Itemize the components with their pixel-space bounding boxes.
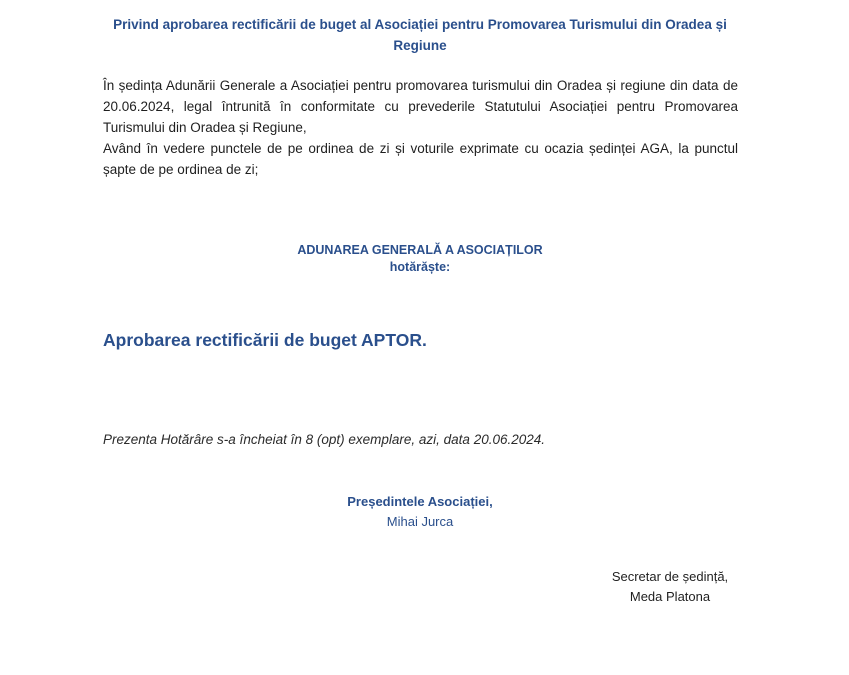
preamble-paragraph-votes: Având în vedere punctele de pe ordinea de zi și voturile exprimate cu ocazia ședinței AGA, la punctul șapte de pe ordinea de zi; xyxy=(103,141,738,177)
document-title: Privind aprobarea rectificării de buget al Asociației pentru Promovarea Turismului din Oradea și Regiune xyxy=(113,17,727,53)
president-signature-block xyxy=(300,492,540,532)
closing-statement: Prezenta Hotărâre s-a încheiat în 8 (opt) exemplare, azi, data 20.06.2024. xyxy=(103,432,546,447)
preamble-paragraph-meeting: În ședința Adunării Generale a Asociației pentru promovarea turismului din Oradea și regiune din data de 20.06.2024, legal întrunită în conformitate cu prevederile Statutului Asociației pentru Promovarea Turismului din Oradea și Regiune, xyxy=(103,78,738,135)
secretary-name: Meda Platona xyxy=(629,589,711,604)
preamble xyxy=(103,75,738,180)
president-name: Mihai Jurca xyxy=(386,514,454,529)
secretary-signature-block xyxy=(590,567,750,607)
assembly-subheading: hotărăște: xyxy=(389,260,451,274)
assembly-heading: ADUNAREA GENERALĂ A ASOCIAȚILOR xyxy=(297,243,543,257)
secretary-role: Secretar de ședință, xyxy=(611,569,729,584)
assembly-resolution-heading xyxy=(100,242,740,276)
president-role: Președintele Asociației, xyxy=(347,494,493,509)
decision-text: Aprobarea rectificării de buget APTOR. xyxy=(103,330,427,350)
